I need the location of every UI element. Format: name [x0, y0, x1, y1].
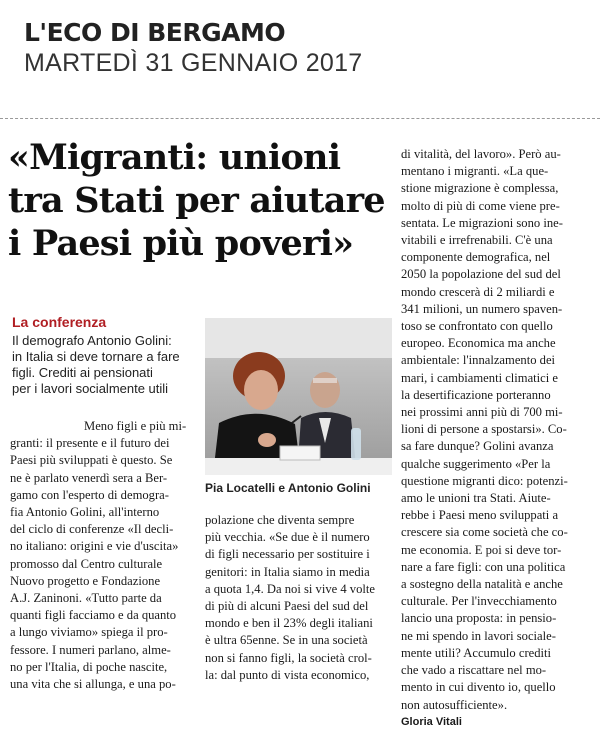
body-line: mento in cui divento io, quello	[401, 680, 556, 695]
body-line: a quota 1,4. Da noi si vive 4 volte	[205, 581, 375, 596]
photo-caption: Pia Locatelli e Antonio Golini	[205, 481, 371, 495]
body-line: componente demografica, nel	[401, 250, 551, 265]
body-line: gamo con l'esperto di demogra-	[10, 487, 169, 502]
body-line: è ultra 65enne. Se in una società	[205, 633, 368, 648]
body-line: 2050 la popolazione del sud del	[401, 267, 561, 282]
body-line: questione migranti dico: potenzi-	[401, 473, 568, 488]
body-line: sentata. Le migrazioni sono ine-	[401, 215, 563, 230]
headline-line: i Paesi più poveri»	[8, 223, 354, 264]
headline-line: tra Stati per aiutare	[8, 180, 385, 221]
body-line: di figli necessario per sostituire i	[205, 547, 370, 562]
body-line: la: dal punto di vista economico,	[205, 667, 370, 682]
body-line: amo le unioni tra Stati. Aiute-	[401, 491, 551, 506]
body-line: ne è parlato venerdì sera a Ber-	[10, 470, 168, 485]
body-line: rebbe i Paesi meno sviluppati a	[401, 508, 559, 523]
body-line: A.J. Zaninoni. «Tutto parte da	[10, 591, 162, 606]
body-line: a sostegno della natalità e anche	[401, 577, 563, 592]
body-line: di più di alcuni Paesi del sud del	[205, 599, 369, 614]
body-line: lancio una proposta: in pensio-	[401, 611, 557, 626]
body-line: più vecchia. «Se due è il numero	[205, 530, 370, 545]
body-line: fessore. I numeri parlano, alme-	[10, 642, 171, 657]
body-line: Paesi più sviluppati è questo. Se	[10, 453, 173, 468]
article-column-3	[401, 146, 593, 731]
section-kicker: La conferenza	[12, 314, 107, 330]
body-line: vitabili e irrefrenabili. C'è una	[401, 233, 553, 248]
article-photo	[205, 318, 392, 475]
body-line: nare a fare figli: con una politica	[401, 559, 566, 574]
article-column-2	[205, 512, 393, 684]
body-line: culturale. Per l'invecchiamento	[401, 594, 557, 609]
body-line: non autosufficiente».	[401, 697, 508, 712]
summary-line: figli. Crediti ai pensionati	[12, 365, 153, 380]
body-line: mente utili? Accumulo crediti	[401, 645, 552, 660]
body-line: Nuovo progetto e Fondazione	[10, 573, 161, 588]
body-line: non si fanno figli, la società crol-	[205, 650, 372, 665]
body-line: la desertificazione porteranno	[401, 387, 551, 402]
newspaper-name: L'ECO DI BERGAMO	[24, 18, 286, 47]
body-line: crescere sia come società che co-	[401, 525, 568, 540]
body-line: una vita che si allunga, e una po-	[10, 677, 176, 692]
body-line: qualche suggerimento «Per la	[401, 456, 551, 471]
body-line: molto di più di come viene pre-	[401, 198, 560, 213]
body-line: genitori: in Italia siamo in media	[205, 564, 370, 579]
photo-illustration	[205, 318, 392, 475]
divider	[0, 118, 600, 119]
body-line: europeo. Economica ma anche	[401, 336, 556, 351]
body-line: 341 milioni, un numero spaven-	[401, 301, 563, 316]
publication-date: MARTEDÌ 31 GENNAIO 2017	[24, 49, 363, 77]
body-line: quanti figli facciamo e da quanto	[10, 608, 177, 623]
body-line: a lungo viviamo» spiega il pro-	[10, 625, 168, 640]
body-line: sa fare dunque? Golini avanza	[401, 439, 554, 454]
body-line: me economia. E poi si deve tor-	[401, 542, 562, 557]
body-line: stione migrazione è complessa,	[401, 181, 559, 196]
body-line: granti: il presente e il futuro dei	[10, 436, 170, 451]
body-line: ne mi spendo in lavori sociale-	[401, 628, 556, 643]
body-line: toso se confrontato con quello	[401, 319, 553, 334]
body-line: mondo e ben il 23% degli italiani	[205, 616, 373, 631]
body-line: mentano i migranti. «La que-	[401, 164, 549, 179]
body-line: promosso dal Centro culturale	[10, 556, 163, 571]
body-line: no italiano: origini e vie d'uscita»	[10, 539, 179, 554]
headline	[8, 136, 393, 265]
article-summary	[12, 333, 197, 397]
author-signature: Gloria Vitali	[401, 715, 462, 728]
body-line: Meno figli e più mi-	[84, 419, 187, 433]
summary-line: per i lavori socialmente utili	[12, 381, 169, 396]
body-line: fia Antonio Golini, all'interno	[10, 505, 160, 520]
body-line: lioni di persone a spostarsi». Co-	[401, 422, 567, 437]
body-line: polazione che diventa sempre	[205, 513, 355, 527]
body-line: nei prossimi anni più di 700 mi-	[401, 405, 563, 420]
body-line: mari, i cambiamenti climatici e	[401, 370, 559, 385]
body-line: ambientale: l'innalzamento dei	[401, 353, 556, 368]
article-column-1	[10, 418, 196, 693]
summary-line: in Italia si deve tornare a fare	[12, 349, 180, 364]
masthead	[24, 18, 363, 78]
body-line: mondo crescerà di 2 miliardi e	[401, 284, 555, 299]
body-line: del ciclo di conferenze «Il decli-	[10, 522, 174, 537]
body-line: che vado a riscattare nel mo-	[401, 663, 547, 678]
headline-line: «Migranti: unioni	[8, 137, 341, 178]
body-line: di vitalità, del lavoro». Però au-	[401, 147, 561, 161]
body-line: no per l'Italia, di poche nascite,	[10, 659, 168, 674]
summary-line: Il demografo Antonio Golini:	[12, 333, 172, 348]
